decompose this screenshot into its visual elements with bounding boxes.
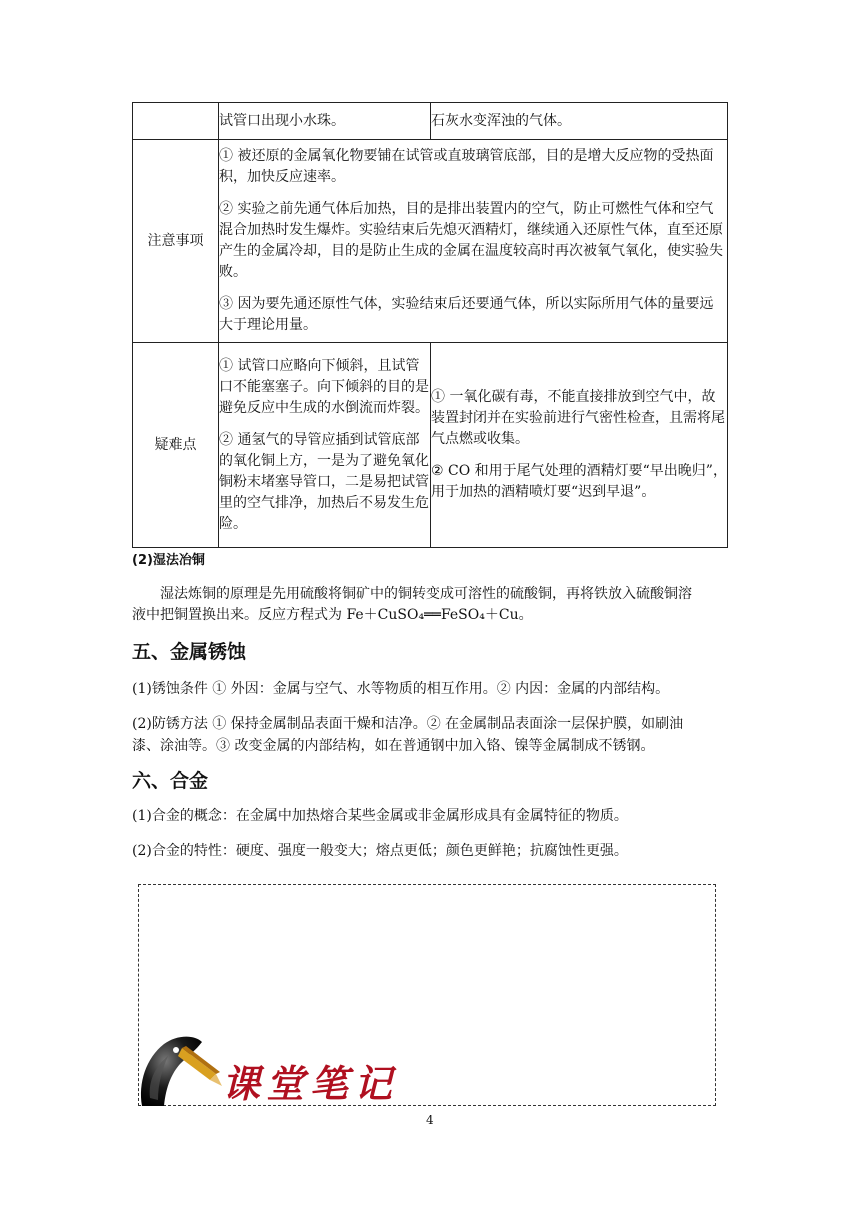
difficulty-paragraph: ① 一氧化碳有毒，不能直接排放到空气中，故装置封闭并在实验前进行气密性检查，且需将尾气点燃或收集。 xyxy=(431,389,725,447)
page-number: 4 xyxy=(426,1113,434,1127)
section-heading: 五、金属锈蚀 xyxy=(132,641,247,663)
table-cell: 石灰水变浑浊的气体。 xyxy=(431,103,728,140)
difficulty-left-cell xyxy=(219,343,431,548)
note-paragraph: ① 被还原的金属氧化物要铺在试管或直玻璃管底部，目的是增大反应物的受热面积，加快反应速率。 xyxy=(219,148,714,185)
difficulty-paragraph: ② CO 和用于尾气处理的酒精灯要“早出晚归”，用于加热的酒精喷灯要“迟到早退”。 xyxy=(431,463,727,500)
difficulty-paragraph: ① 试管口应略向下倾斜，且试管口不能塞塞子。向下倾斜的目的是避免反应中生成的水倒流而炸裂。 xyxy=(219,357,429,416)
note-paragraph: ② 实验之前先通气体后加热，目的是排出装置内的空气，防止可燃性气体和空气混合加热时发生爆炸。实验结束后先熄灭酒精灯，继续通入还原性气体，直至还原产生的金属冷却，目的是防止生成的金属在温度较高时再次被氧气氧化，使实验失败。 xyxy=(219,201,723,280)
paragraph-line: 湿法炼铜的原理是先用硫酸将铜矿中的铜转变成可溶性的硫酸铜，再将铁放入硫酸铜溶 xyxy=(160,586,692,602)
note-paragraph: ③ 因为要先通还原性气体，实验结束后还要通气体，所以实际所用气体的量要远大于理论用量。 xyxy=(219,296,714,333)
row-label-notes: 注意事项 xyxy=(133,140,219,343)
paragraph-line: (2)防锈方法 ① 保持金属制品表面干燥和洁净。② 在金属制品表面涂一层保护膜，如刷油 xyxy=(132,716,684,732)
notes-content-cell xyxy=(219,140,728,343)
paragraph-line: 漆、涂油等。③ 改变金属的内部结构，如在普通钢中加入铬、镍等金属制成不锈钢。 xyxy=(132,738,655,754)
pen-mascot-icon xyxy=(136,1028,226,1110)
table-cell-empty xyxy=(133,103,219,140)
paragraph-line: (1)合金的概念：在金属中加热熔合某些金属或非金属形成具有金属特征的物质。 xyxy=(132,808,628,824)
paragraph-line: (1)锈蚀条件 ① 外因：金属与空气、水等物质的相互作用。② 内因：金属的内部结构。 xyxy=(132,681,670,697)
row-label-difficulties: 疑难点 xyxy=(133,343,219,548)
section-heading: 六、合金 xyxy=(132,770,209,792)
table-row xyxy=(133,103,728,140)
paragraph-line: (2)合金的特性：硬度、强度一般变大；熔点更低；颜色更鲜艳；抗腐蚀性更强。 xyxy=(132,843,628,859)
experiment-table xyxy=(132,102,728,548)
difficulty-paragraph: ② 通氢气的导管应插到试管底部的氧化铜上方，一是为了避免氧化铜粉末堵塞导管口，二是易把试管里的空气排净，加热后不易发生危险。 xyxy=(219,431,429,532)
notes-title: 课堂笔记 xyxy=(222,1061,399,1106)
table-row xyxy=(133,343,728,548)
difficulty-right-cell xyxy=(431,343,728,548)
table-row xyxy=(133,140,728,343)
table-cell: 试管口出现小水珠。 xyxy=(219,103,431,140)
subsection-heading: (2)湿法冶铜 xyxy=(132,553,205,568)
paragraph-line: 液中把铜置换出来。反应方程式为 Fe＋CuSO₄══FeSO₄＋Cu。 xyxy=(132,607,533,623)
